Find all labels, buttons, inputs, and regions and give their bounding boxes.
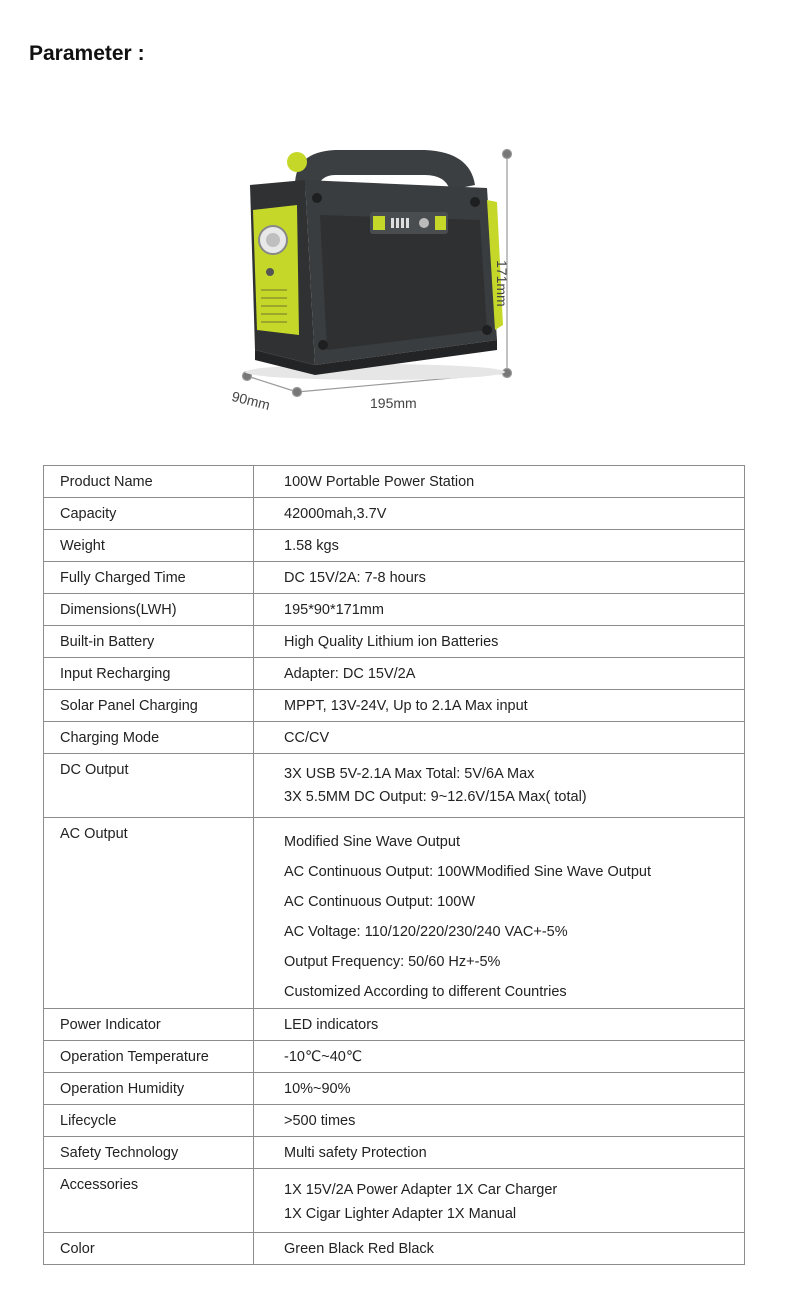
spec-key: DC Output	[44, 754, 254, 818]
spec-value: >500 times	[254, 1105, 745, 1137]
spec-key: AC Output	[44, 818, 254, 1009]
table-row	[44, 466, 745, 498]
table-row	[44, 1137, 745, 1169]
spec-value: -10℃~40℃	[254, 1041, 745, 1073]
spec-value: 1.58 kgs	[254, 530, 745, 562]
table-row	[44, 658, 745, 690]
top-button-icon	[287, 152, 307, 172]
spec-value: Multi safety Protection	[254, 1137, 745, 1169]
spec-value-line: Modified Sine Wave Output	[284, 834, 460, 850]
spec-table	[43, 465, 745, 1265]
table-row	[44, 594, 745, 626]
spec-key: Dimensions(LWH)	[44, 594, 254, 626]
table-row	[44, 1169, 745, 1233]
table-row	[44, 626, 745, 658]
spec-value-line: AC Continuous Output: 100W	[284, 894, 476, 910]
spec-key: Built-in Battery	[44, 626, 254, 658]
spec-key: Weight	[44, 530, 254, 562]
table-row	[44, 530, 745, 562]
table-row	[44, 1041, 745, 1073]
spec-key: Solar Panel Charging	[44, 690, 254, 722]
side-panel-green	[253, 205, 299, 335]
spec-value-line: 1X 15V/2A Power Adapter 1X Car Charger	[284, 1182, 558, 1198]
spec-value-line: Output Frequency: 50/60 Hz+-5%	[284, 954, 501, 970]
spec-key: Power Indicator	[44, 1009, 254, 1041]
page-title: Parameter :	[29, 42, 145, 65]
table-row	[44, 754, 745, 818]
spec-value: Adapter: DC 15V/2A	[254, 658, 745, 690]
spec-key: Capacity	[44, 498, 254, 530]
table-row	[44, 1105, 745, 1137]
spec-value: High Quality Lithium ion Batteries	[254, 626, 745, 658]
table-row	[44, 1009, 745, 1041]
spec-key: Charging Mode	[44, 722, 254, 754]
spec-value-line: AC Continuous Output: 100WModified Sine Wave Output	[284, 864, 651, 880]
spec-value-line: AC Voltage: 110/120/220/230/240 VAC+-5%	[284, 924, 568, 940]
spec-value	[254, 818, 745, 1009]
table-row	[44, 818, 745, 1009]
spec-key: Input Recharging	[44, 658, 254, 690]
spec-key: Operation Temperature	[44, 1041, 254, 1073]
spec-value: LED indicators	[254, 1009, 745, 1041]
spec-key: Product Name	[44, 466, 254, 498]
height-label: 171mm	[494, 260, 510, 307]
spec-value-line: 3X USB 5V-2.1A Max Total: 5V/6A Max	[284, 766, 535, 782]
table-row	[44, 498, 745, 530]
table-row	[44, 1073, 745, 1105]
spec-value-line: Customized According to different Countries	[284, 984, 567, 1000]
spec-key: Operation Humidity	[44, 1073, 254, 1105]
width-label: 195mm	[370, 395, 417, 411]
spec-key: Safety Technology	[44, 1137, 254, 1169]
spec-value: Green Black Red Black	[254, 1233, 745, 1265]
spec-value: 100W Portable Power Station	[254, 466, 745, 498]
spec-value: MPPT, 13V-24V, Up to 2.1A Max input	[254, 690, 745, 722]
spec-key: Fully Charged Time	[44, 562, 254, 594]
spec-value: 42000mah,3.7V	[254, 498, 745, 530]
spec-value: DC 15V/2A: 7-8 hours	[254, 562, 745, 594]
spec-value-line: 1X Cigar Lighter Adapter 1X Manual	[284, 1206, 517, 1222]
spec-key: Accessories	[44, 1169, 254, 1233]
spec-value: CC/CV	[254, 722, 745, 754]
table-row	[44, 690, 745, 722]
depth-label: 90mm	[230, 388, 272, 413]
spec-value-line: 3X 5.5MM DC Output: 9~12.6V/15A Max( total)	[284, 789, 587, 805]
power-button-icon	[419, 218, 429, 228]
table-row	[44, 1233, 745, 1265]
spec-value	[254, 754, 745, 818]
spec-value: 10%~90%	[254, 1073, 745, 1105]
spec-value	[254, 1169, 745, 1233]
table-row	[44, 722, 745, 754]
spec-value: 195*90*171mm	[254, 594, 745, 626]
table-row	[44, 562, 745, 594]
spec-key: Lifecycle	[44, 1105, 254, 1137]
spec-key: Color	[44, 1233, 254, 1265]
